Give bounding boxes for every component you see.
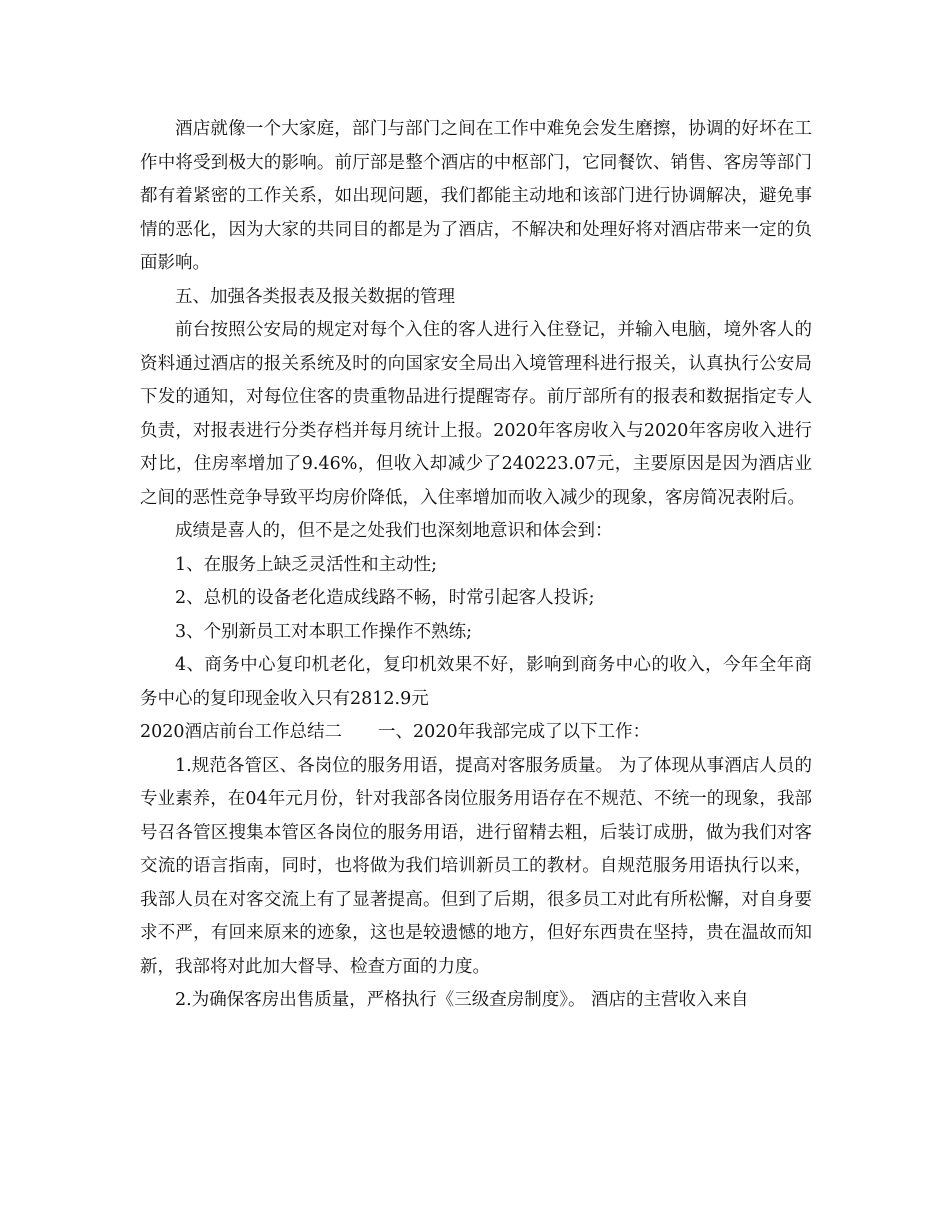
list-item-shortcoming-4: 4、商务中心复印机老化，复印机效果不好，影响到商务中心的收入，今年全年商务中心的复印现金收入只有2812.9元 (140, 655, 812, 709)
paragraph-department-coordination: 酒店就像一个大家庭，部门与部门之间在工作中难免会发生磨擦，协调的好坏在工作中将受到极大的影响。前厅部是整个酒店的中枢部门，它同餐饮、销售、客房等部门都有着紧密的工作关系，如出现问题，我们都能主动地和该部门进行协调解决，避免事情的恶化，因为大家的共同目的都是为了酒店，不解决和处理好将对酒店带来一定的负面影响。 (140, 119, 812, 273)
heading-reports-management: 五、加强各类报表及报关数据的管理 (175, 286, 455, 307)
document-page (140, 113, 812, 1018)
paragraph-shortcomings-intro: 成绩是喜人的，但不是之处我们也深刻地意识和体会到： (175, 521, 613, 541)
paragraph-front-desk-registration: 前台按照公安局的规定对每个入住的客人进行入住登记，并输入电脑，境外客人的资料通过酒店的报关系统及时的向国家安全局出入境管理科进行报关，认真执行公安局下发的通知，对每位住客的贵重物品进行提醒寄存。前厅部所有的报表和数据指定专人负责，对报表进行分类存档并每月统计上报。2020年客房收入与2020年客房收入进行对比，住房率增加了9.46%，但收入却减少了240223.07元，主要原因是因为酒店业之间的恶性竞争导致平均房价降低，入住率增加而收入减少的现象，客房简况表附后。 (140, 320, 812, 508)
section-title-line (140, 716, 812, 750)
paragraph-service-language: 1.规范各管区、各岗位的服务用语，提高对客服务质量。 为了体现从事酒店人员的专业素养，在04年元月份，针对我部各岗位服务用语存在不规范、不统一的现象，我部号召各管区搜集本管区各岗位的服务用语，进行留精去粗，后装订成册，做为我们对客交流的语言指南，同时，也将做为我们培训新员工的教材。自规范服务用语执行以来，我部人员在对客交流上有了显著提高。但到了后期，很多员工对此有所松懈，对自身要求不严，有回来原来的迹象，这也是较遗憾的地方，但好东西贵在坚持，贵在温故而知新，我部将对此加大督导、检查方面的力度。 (140, 755, 812, 977)
paragraph-room-inspection: 2.为确保客房出售质量，严格执行《三级查房制度》。 酒店的主营收入来自 (175, 990, 749, 1010)
section-first-heading: 一、2020年我部完成了以下工作： (378, 722, 651, 742)
list-item-shortcoming-2: 2、总机的设备老化造成线路不畅，时常引起客人投诉; (175, 588, 595, 608)
list-item-shortcoming-3: 3、个别新员工对本职工作操作不熟练; (175, 621, 473, 642)
section-title: 2020酒店前台工作总结二 (140, 722, 343, 742)
list-item-shortcoming-1: 1、在服务上缺乏灵活性和主动性; (175, 554, 438, 575)
